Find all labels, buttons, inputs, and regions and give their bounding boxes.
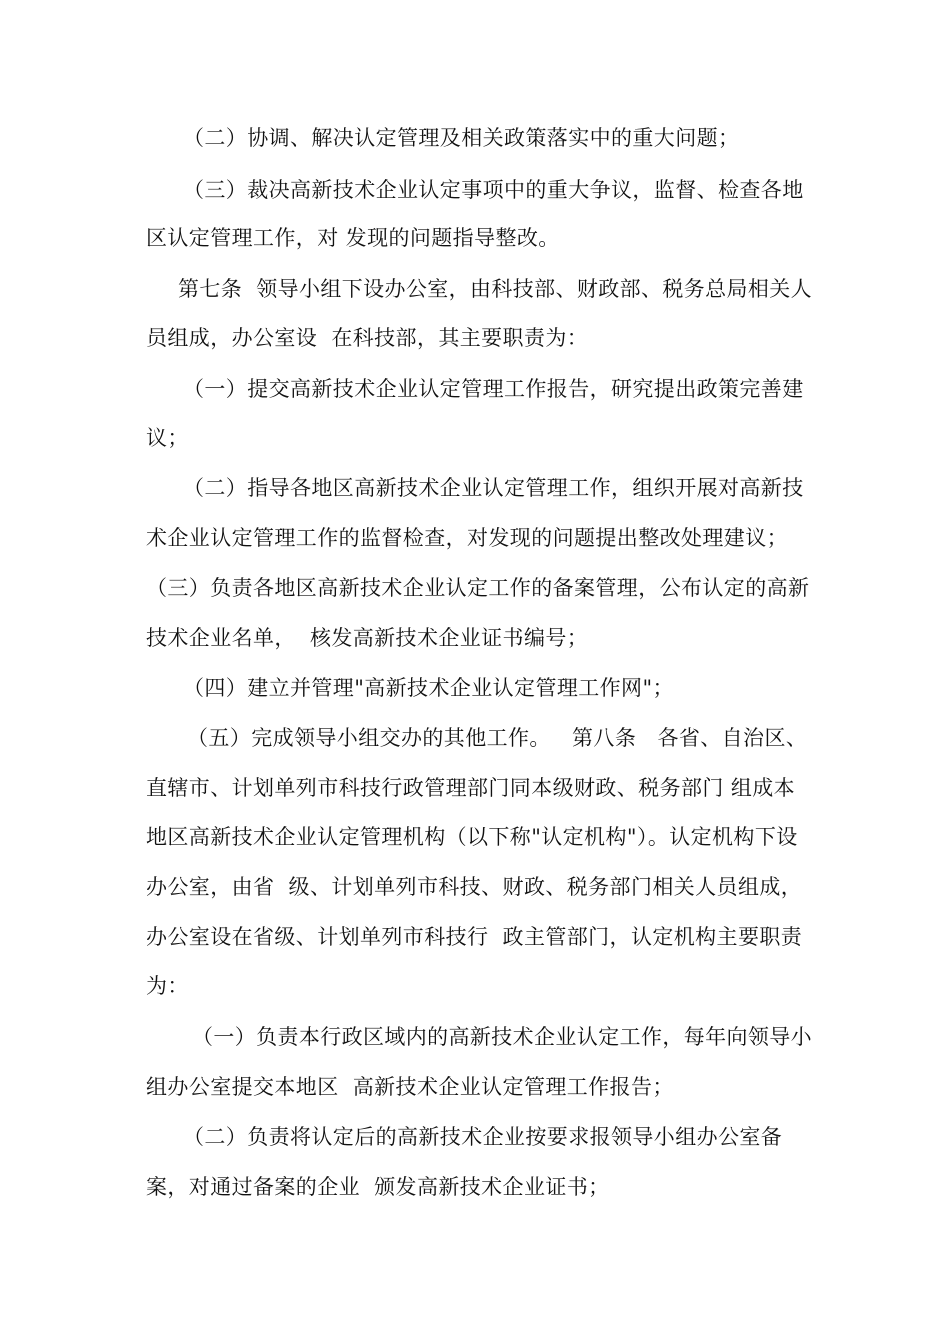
text-line-6: （一）提交高新技术企业认定管理工作报告，研究提出政策完善建: [183, 377, 804, 401]
text-line-4: 第七条 领导小组下设办公室，由科技部、财政部、税务总局相关人: [178, 277, 812, 301]
text-line-8: （二）指导各地区高新技术企业认定管理工作，组织开展对高新技: [183, 476, 804, 500]
text-line-20: 组办公室提交本地区 高新技术企业认定管理工作报告；: [146, 1075, 674, 1099]
text-line-2: （三）裁决高新技术企业认定事项中的重大争议，监督、检查各地: [183, 178, 804, 202]
text-line-5: 员组成，办公室设 在科技部，其主要职责为：: [146, 326, 589, 350]
text-line-9: 术企业认定管理工作的监督检查，对发现的问题提出整改处理建议；: [146, 526, 788, 550]
text-line-16: 办公室，由省 级、计划单列市科技、财政、税务部门相关人员组成，: [146, 875, 803, 899]
text-line-21: （二）负责将认定后的高新技术企业按要求报领导小组办公室备: [183, 1125, 783, 1149]
text-line-15: 地区高新技术企业认定管理机构（以下称"认定机构"）。认定机构下设: [146, 825, 798, 849]
text-line-19: （一）负责本行政区域内的高新技术企业认定工作，每年向领导小: [192, 1025, 812, 1049]
text-line-13: （五）完成领导小组交办的其他工作。 第八条 各省、自治区、: [187, 726, 808, 750]
text-line-3: 区认定管理工作，对 发现的问题指导整改。: [146, 226, 560, 250]
text-line-10: （三）负责各地区高新技术企业认定工作的备案管理，公布认定的高新: [146, 576, 810, 600]
text-line-14: 直辖市、计划单列市科技行政管理部门同本级财政、税务部门 组成本: [146, 776, 796, 800]
text-line-1: （二）协调、解决认定管理及相关政策落实中的重大问题；: [183, 126, 740, 150]
text-line-11: 技术企业名单， 核发高新技术企业证书编号；: [146, 626, 589, 650]
text-line-7: 议；: [146, 426, 189, 450]
text-line-17: 办公室设在省级、计划单列市科技行 政主管部门，认定机构主要职责: [146, 925, 803, 949]
text-line-12: （四）建立并管理"高新技术企业认定管理工作网"；: [183, 676, 674, 700]
text-line-22: 案，对通过备案的企业 颁发高新技术企业证书；: [146, 1175, 610, 1199]
text-line-18: 为：: [146, 974, 189, 998]
